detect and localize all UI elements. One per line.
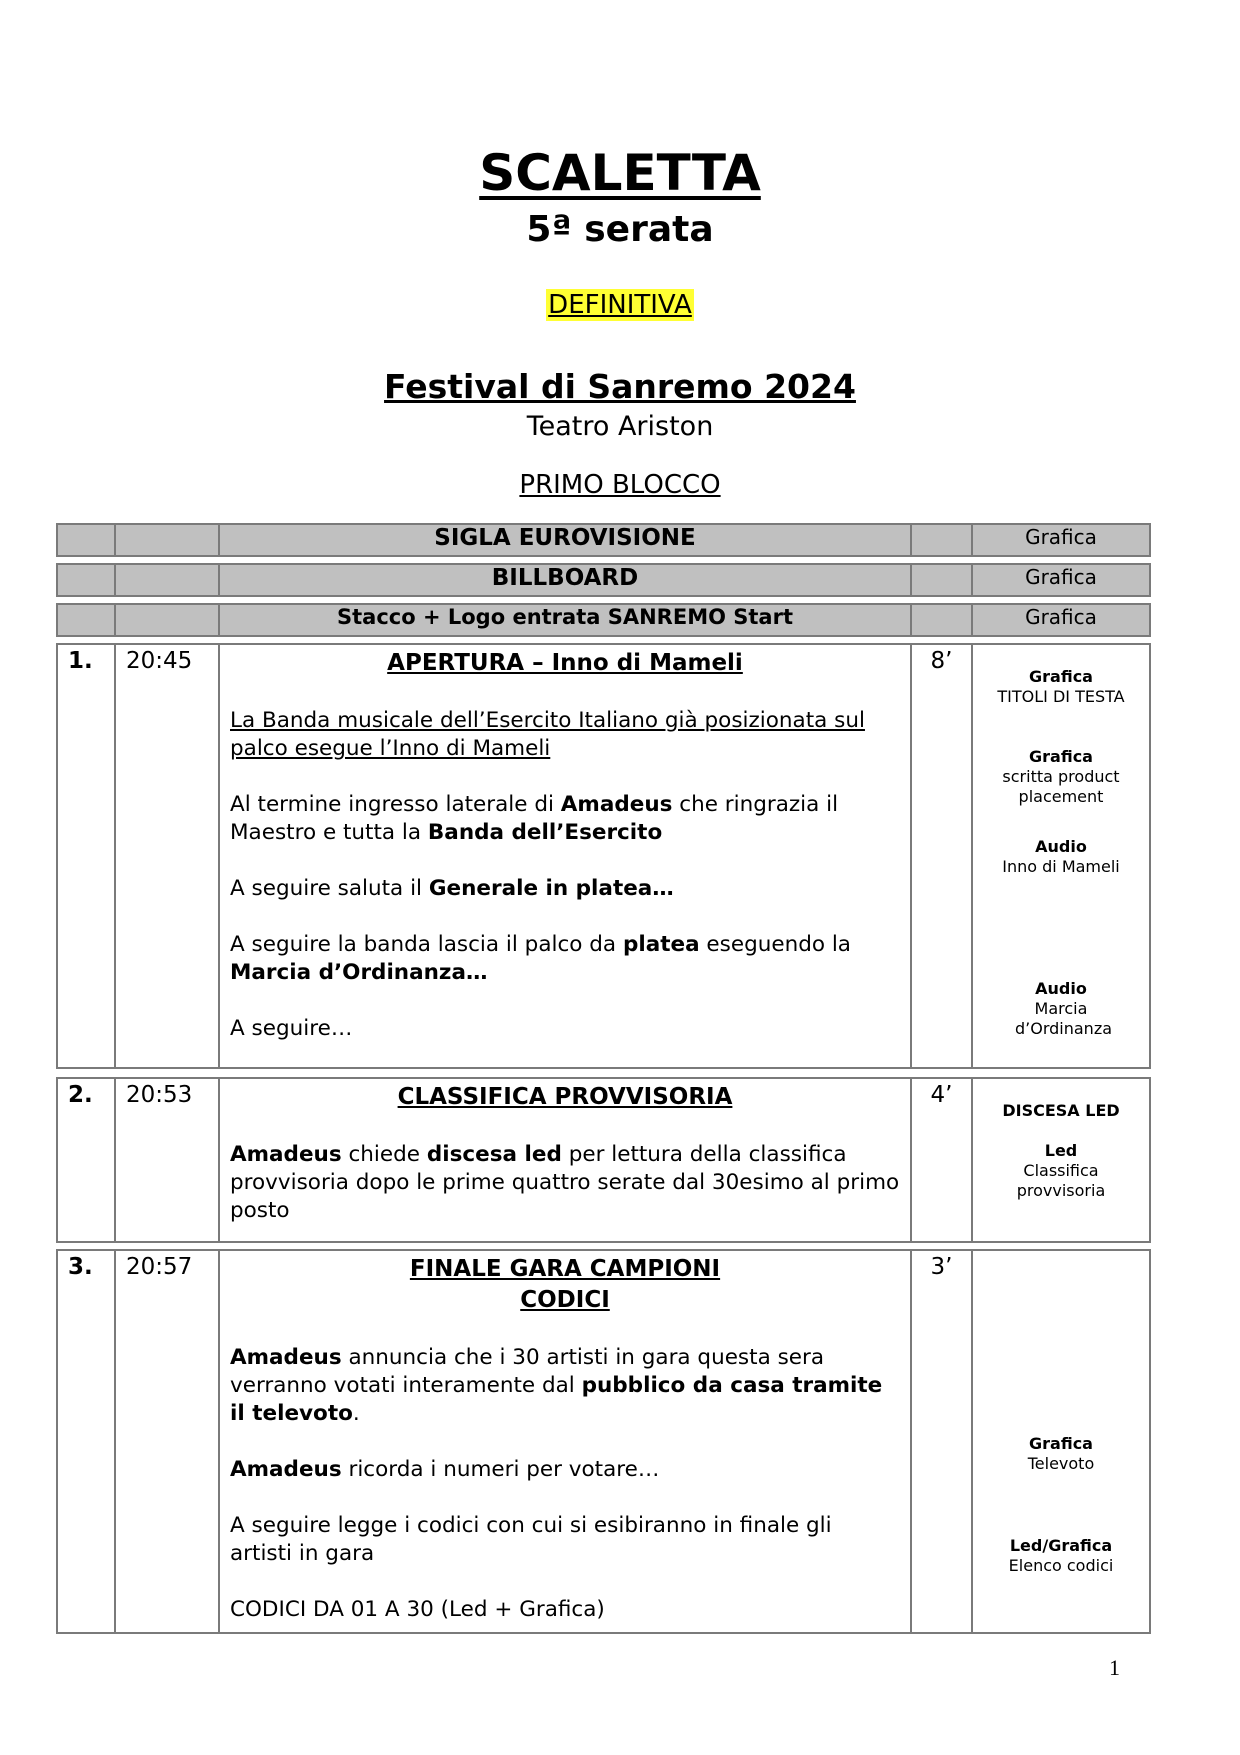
pre-row-note: Grafica (972, 604, 1150, 636)
note-label: Audio (1035, 837, 1087, 856)
empty-cell (911, 604, 972, 636)
block-heading: PRIMO BLOCCO (519, 470, 721, 500)
item-duration: 8’ (911, 644, 972, 1068)
note-text: Marcia d’Ordinanza (1015, 999, 1113, 1038)
item-number: 1. (57, 644, 115, 1068)
item-notes (972, 1250, 1150, 1633)
note-text: scritta product placement (1002, 767, 1120, 806)
empty-cell (57, 524, 115, 556)
page-number: 1 (1109, 1655, 1120, 1680)
item-duration: 3’ (911, 1250, 972, 1633)
empty-cell (115, 604, 219, 636)
item-paragraph: Amadeus annuncia che i 30 artisti in gara questa sera verranno votati interamente dal pubblico da casa tramite il televoto. (230, 1345, 883, 1426)
schedule-item-2 (56, 1077, 1151, 1243)
empty-cell (115, 564, 219, 596)
status-text: DEFINITIVA (548, 290, 692, 320)
item-paragraph: A seguire la banda lascia il palco da platea eseguendo la Marcia d’Ordinanza… (230, 932, 851, 985)
item-paragraph: CODICI DA 01 A 30 (Led + Grafica) (230, 1597, 605, 1622)
evening-subtitle: 5ª serata (526, 209, 714, 250)
empty-cell (57, 564, 115, 596)
item-title: APERTURA – Inno di Mameli (387, 650, 743, 676)
note-label: Grafica (1029, 667, 1093, 686)
item-paragraph: A seguire… (230, 1016, 353, 1041)
item-body (219, 1250, 911, 1633)
venue: Teatro Ariston (526, 411, 714, 442)
pre-row-note: Grafica (972, 564, 1150, 596)
item-title: CODICI (520, 1287, 610, 1313)
empty-cell (57, 604, 115, 636)
item-number: 2. (57, 1078, 115, 1242)
item-time: 20:57 (115, 1250, 219, 1633)
note-text: Televoto (1027, 1454, 1095, 1473)
event-title: Festival di Sanremo 2024 (384, 367, 856, 406)
pre-row-title: SIGLA EUROVISIONE (219, 524, 911, 556)
item-body (219, 1078, 911, 1242)
pre-row (57, 604, 1150, 636)
item-time: 20:53 (115, 1078, 219, 1242)
note-text: Inno di Mameli (1002, 857, 1120, 876)
pre-row-table (56, 563, 1151, 597)
item-paragraph: Amadeus ricorda i numeri per votare… (230, 1457, 660, 1482)
item-title: CLASSIFICA PROVVISORIA (397, 1084, 733, 1110)
pre-row-table (56, 523, 1151, 557)
schedule-item-3 (56, 1249, 1151, 1634)
item-duration: 4’ (911, 1078, 972, 1242)
item-paragraph: Amadeus chiede discesa led per lettura della classifica provvisoria dopo le prime quattro serate dal 30esimo al primo posto (230, 1142, 900, 1223)
note-label: Led/Grafica (1009, 1536, 1113, 1555)
note-label: Audio (1035, 979, 1087, 998)
note-label: Grafica (1029, 1434, 1093, 1453)
item-number: 3. (57, 1250, 115, 1633)
note-text: Elenco codici (1008, 1556, 1114, 1575)
item-notes (972, 1078, 1150, 1242)
item-paragraph: A seguire legge i codici con cui si esibiranno in finale gli artisti in gara (230, 1513, 832, 1566)
item-title: FINALE GARA CAMPIONI (409, 1256, 721, 1282)
schedule-item-1 (56, 643, 1151, 1069)
status-badge (0, 292, 1240, 318)
note-label: Led (1044, 1141, 1078, 1160)
pre-row (57, 564, 1150, 596)
pre-row (57, 524, 1150, 556)
item-body (219, 644, 911, 1068)
item-paragraph: La Banda musicale dell’Esercito Italiano già posizionata sul palco esegue l’Inno di Mameli (230, 708, 865, 761)
note-text: TITOLI DI TESTA (997, 687, 1125, 706)
note-text: Classifica provvisoria (1016, 1161, 1106, 1200)
pre-row-title: BILLBOARD (219, 564, 911, 596)
item-paragraph: Al termine ingresso laterale di Amadeus che ringrazia il Maestro e tutta la Banda dell’Esercito (230, 792, 839, 845)
item-time: 20:45 (115, 644, 219, 1068)
empty-cell (911, 524, 972, 556)
pre-row-title: Stacco + Logo entrata SANREMO Start (219, 604, 911, 636)
empty-cell (911, 564, 972, 596)
document-title: SCALETTA (479, 144, 761, 202)
item-paragraph: A seguire saluta il Generale in platea… (230, 876, 674, 901)
item-notes (972, 644, 1150, 1068)
note-label: Grafica (1029, 747, 1093, 766)
empty-cell (115, 524, 219, 556)
pre-row-note: Grafica (972, 524, 1150, 556)
note-label: DISCESA LED (1002, 1101, 1120, 1120)
pre-row-table (56, 603, 1151, 637)
